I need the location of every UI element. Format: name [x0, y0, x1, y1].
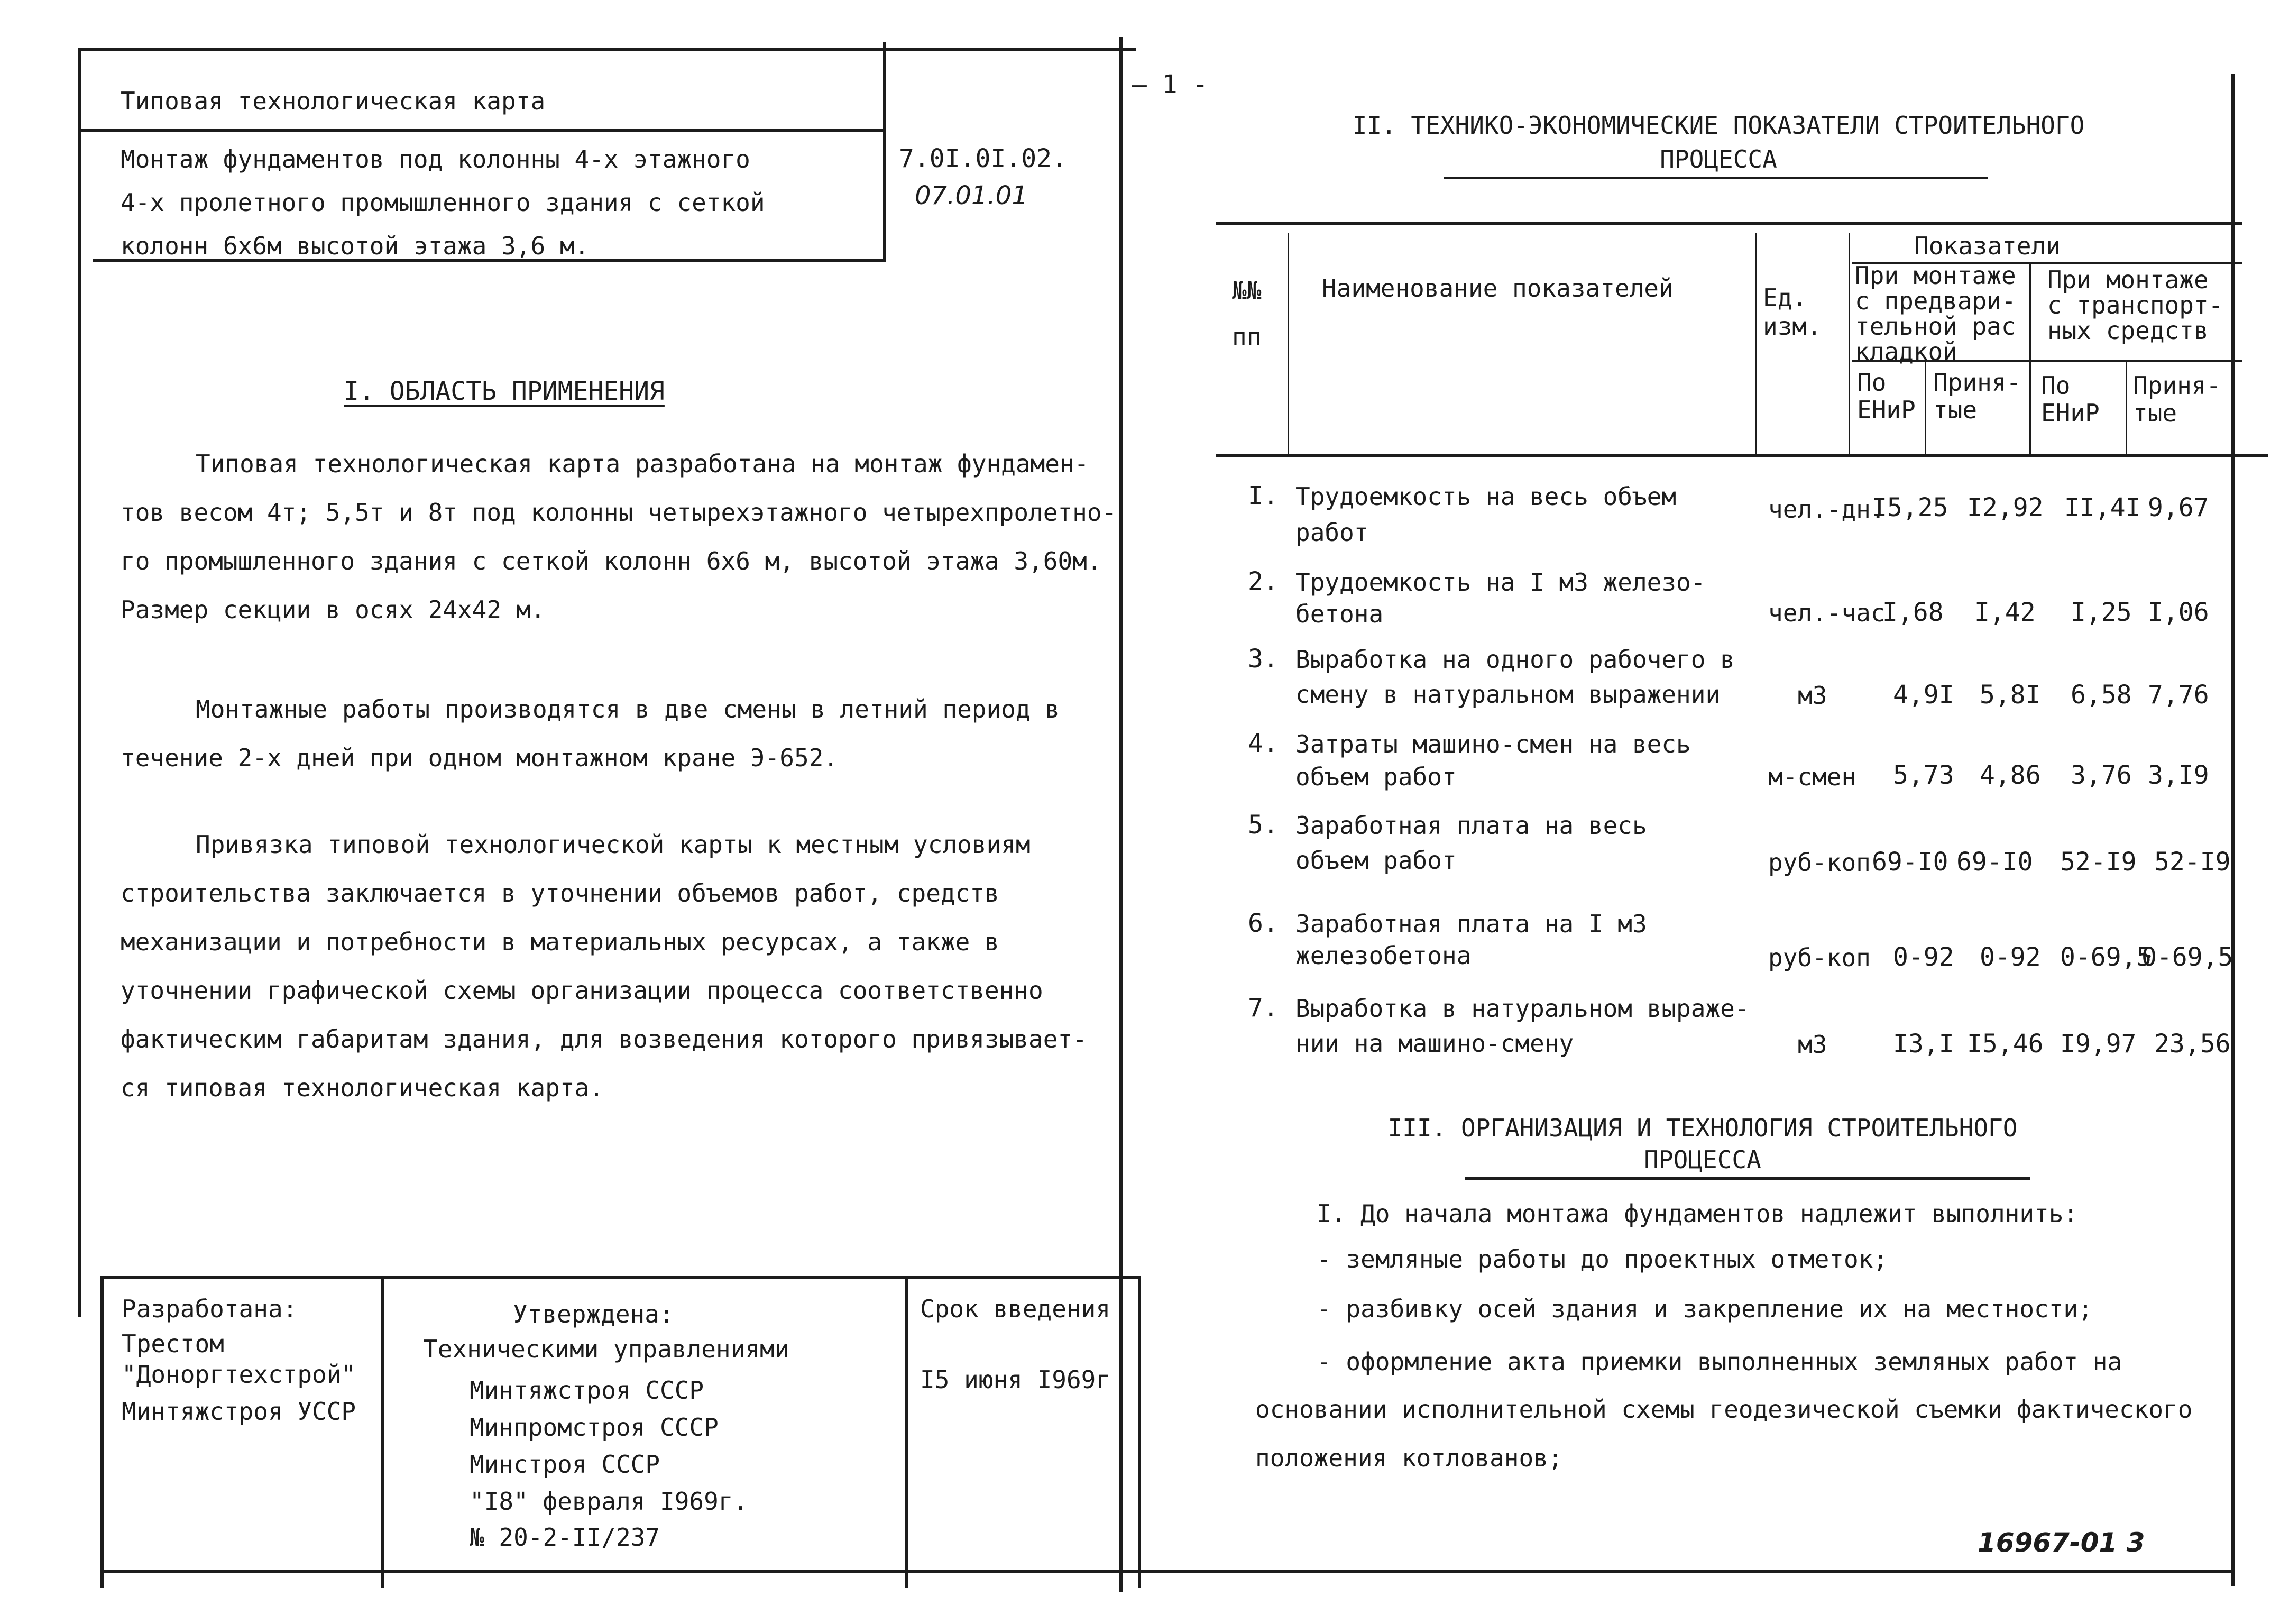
table-header-accepted-1a: Приня-: [1933, 368, 2021, 397]
table-header-norm-1a: По: [1857, 368, 1887, 397]
table-row-value: I,68: [1882, 598, 1944, 627]
table-row-num: 7.: [1248, 993, 1279, 1023]
table-header-group1-line2: с предвари-: [1855, 287, 2016, 315]
approved-date: "I8" февраля I969г.: [470, 1487, 748, 1516]
table-header-group2-line2: с транспорт-: [2047, 291, 2223, 319]
document-code: 7.0I.0I.02.: [899, 144, 1067, 173]
table-row-name: Трудоемкость на весь объем: [1295, 482, 1677, 511]
table-row-value: I2,92: [1967, 493, 2044, 522]
table-row-num: 3.: [1248, 644, 1279, 674]
section3-line6: положения котлованов;: [1255, 1444, 1563, 1472]
table-row-value: I9,97: [2060, 1029, 2137, 1059]
table-row-num: 4.: [1248, 729, 1279, 758]
table-row-value: 23,56: [2154, 1029, 2231, 1059]
table-row-value: 3,I9: [2148, 760, 2209, 790]
section3-heading-line1: III. ОРГАНИЗАЦИЯ И ТЕХНОЛОГИЯ СТРОИТЕЛЬНОГО: [1387, 1114, 2018, 1142]
table-row-value: I,06: [2148, 598, 2209, 627]
approved-by-line4: Минстроя СССР: [470, 1450, 660, 1479]
approved-number: № 20-2-II/237: [470, 1523, 660, 1552]
section1-p3-line6: ся типовая технологическая карта.: [121, 1074, 604, 1102]
title-heading: Типовая технологическая карта: [121, 87, 546, 115]
table-header-norm-2a: По: [2041, 371, 2071, 400]
table-header-accepted-2a: Приня-: [2133, 371, 2221, 400]
developed-label: Разработана:: [122, 1295, 298, 1323]
table-header-group2-line1: При монтаже: [2047, 265, 2209, 294]
table-row-value: II,4I: [2064, 493, 2141, 522]
table-row-value: 52-I9: [2154, 847, 2231, 877]
table-header-num-2: пп: [1232, 323, 1262, 351]
table-row-num: 2.: [1248, 567, 1279, 597]
table-header-group1-line3: тельной рас: [1855, 312, 2016, 341]
document-code-handwritten: 07.01.01: [915, 181, 1028, 210]
table-header-unit-2: изм.: [1763, 312, 1822, 341]
table-row-unit: руб-коп: [1768, 848, 1871, 877]
developed-by-org: Трестом "Доноргтехстрой": [122, 1329, 356, 1389]
section1-heading: I. ОБЛАСТЬ ПРИМЕНЕНИЯ: [344, 377, 665, 406]
table-header-group2-line3: ных средств: [2047, 316, 2209, 345]
table-row-unit: м3: [1798, 681, 1827, 710]
table-row-name: Выработка на одного рабочего в: [1295, 645, 1735, 674]
table-header-norm-1b: ЕНиР: [1857, 396, 1916, 424]
table-row-name: работ: [1295, 518, 1369, 547]
table-header-norm-2b: ЕНиР: [2041, 399, 2100, 427]
effective-date: I5 июня I969г: [920, 1365, 1111, 1394]
table-row-value: 52-I9: [2060, 847, 2137, 877]
table-row-name: бетона: [1295, 600, 1384, 628]
approved-label: Утверждена:: [513, 1300, 674, 1328]
table-row-num: 6.: [1248, 909, 1279, 938]
table-row-value: 7,76: [2148, 680, 2209, 710]
table-header-name: Наименование показателей: [1322, 274, 1674, 302]
section1-p3-line5: фактическим габаритам здания, для возведения которого привязывает-: [121, 1025, 1087, 1053]
table-row-name: объем работ: [1295, 763, 1457, 791]
table-row-value: 3,76: [2071, 760, 2132, 790]
section1-p3-line2: строительства заключается в уточнении объемов работ, средств: [121, 879, 999, 907]
table-row-name: Заработная плата на I м3: [1295, 910, 1647, 938]
table-row-name: Выработка в натуральном выраже-: [1295, 994, 1750, 1023]
table-header-num-1: №№: [1232, 276, 1262, 305]
table-header-group1-line1: При монтаже: [1855, 261, 2016, 290]
section1-p1-line2: тов весом 4т; 5,5т и 8т под колонны четырехэтажного четырехпролетно-: [121, 498, 1117, 527]
table-row-name: Трудоемкость на I м3 железо-: [1295, 568, 1706, 597]
section1-p2-line1: Монтажные работы производятся в две смены в летний период в: [196, 695, 1060, 723]
page-number: — 1 -: [1132, 70, 1208, 99]
table-row-value: 4,86: [1980, 760, 2041, 790]
title-description-line-3: колонн 6х6м высотой этажа 3,6 м.: [121, 232, 590, 260]
table-row-name: железобетона: [1295, 941, 1472, 970]
table-row-unit: руб-коп: [1768, 943, 1871, 972]
table-row-name: смену в натуральном выражении: [1295, 680, 1721, 709]
table-row-num: I.: [1248, 481, 1279, 511]
section3-heading-line2: ПРОЦЕССА: [1644, 1145, 1761, 1174]
section3-line2: - земляные работы до проектных отметок;: [1317, 1245, 1888, 1273]
table-row-value: 5,73: [1893, 760, 1954, 790]
table-row-name: нии на машино-смену: [1295, 1029, 1574, 1058]
table-row-value: 0-69,5: [2060, 942, 2152, 972]
table-row-name: Затраты машино-смен на весь: [1295, 730, 1691, 758]
section3-line1: I. До начала монтажа фундаментов надлежит выполнить:: [1317, 1199, 2079, 1228]
table-row-unit: чел.-час: [1768, 599, 1886, 627]
section1-p1-line3: го промышленного здания с сеткой колонн 6х6 м, высотой этажа 3,60м.: [121, 547, 1102, 575]
section1-p3-line1: Привязка типовой технологической карты к местным условиям: [196, 830, 1031, 859]
section1-p1-line1: Типовая технологическая карта разработана на монтаж фундамен-: [196, 449, 1089, 478]
table-header-group1-line4: кладкой: [1855, 337, 1957, 366]
approved-by-line2: Минтяжстроя СССР: [470, 1376, 704, 1405]
table-header-accepted-1b: тые: [1933, 396, 1978, 424]
table-row-value: I5,46: [1967, 1029, 2044, 1059]
developed-by-ministry: Минтяжстроя УССР: [122, 1397, 356, 1426]
table-header-unit-1: Ед.: [1763, 283, 1807, 312]
table-row-num: 5.: [1248, 810, 1279, 840]
table-row-value: 0-92: [1893, 942, 1954, 972]
table-row-value: 9,67: [2148, 493, 2209, 522]
table-row-unit: м-смен: [1768, 763, 1856, 791]
table-row-value: 6,58: [2071, 680, 2132, 710]
table-row-name: Заработная плата на весь: [1295, 811, 1647, 840]
section3-line4: - оформление акта приемки выполненных земляных работ на: [1317, 1347, 2122, 1376]
table-row-value: I,25: [2071, 598, 2132, 627]
section1-p2-line2: течение 2-х дней при одном монтажном кране Э-652.: [121, 744, 839, 772]
table-row-unit: м3: [1798, 1030, 1827, 1059]
section1-p3-line3: механизации и потребности в материальных ресурсах, а также в: [121, 928, 999, 956]
section1-p1-line4: Размер секции в осях 24х42 м.: [121, 595, 546, 624]
table-row-value: 69-I0: [1956, 847, 2033, 877]
table-row-value: 0-69,5: [2141, 942, 2233, 972]
table-row-value: 0-92: [1980, 942, 2041, 972]
table-header-accepted-2b: тые: [2133, 399, 2177, 427]
section3-line5: основании исполнительной схемы геодезической съемки фактического: [1255, 1395, 2193, 1424]
table-header-indicators: Показатели: [1914, 232, 2061, 260]
table-row-value: I,42: [1974, 598, 2036, 627]
table-row-value: 4,9I: [1893, 680, 1954, 710]
table-row-value: I5,25: [1872, 493, 1948, 522]
table-row-unit: чел.-дн.: [1768, 495, 1886, 524]
section3-line3: - разбивку осей здания и закрепление их на местности;: [1317, 1295, 2093, 1323]
title-description-line-2: 4-х пролетного промышленного здания с сеткой: [121, 188, 765, 217]
approved-by-line3: Минпромстроя СССР: [470, 1413, 719, 1442]
footer-stamp: 16967-01 3: [1978, 1527, 2145, 1558]
title-description-line-1: Монтаж фундаментов под колонны 4-х этажного: [121, 145, 750, 173]
table-row-value: 69-I0: [1872, 847, 1948, 877]
section2-heading-line2: ПРОЦЕССА: [1660, 145, 1777, 173]
table-row-value: 5,8I: [1980, 680, 2041, 710]
effective-label: Срок введения: [920, 1295, 1111, 1323]
section1-p3-line4: уточнении графической схемы организации процесса соответственно: [121, 976, 1043, 1005]
table-row-name: объем работ: [1295, 846, 1457, 875]
table-row-value: I3,I: [1893, 1029, 1954, 1059]
approved-by-line1: Техническими управлениями: [423, 1335, 789, 1363]
section2-heading-line1: II. ТЕХНИКО-ЭКОНОМИЧЕСКИЕ ПОКАЗАТЕЛИ СТРОИТЕЛЬНОГО: [1352, 111, 2085, 140]
